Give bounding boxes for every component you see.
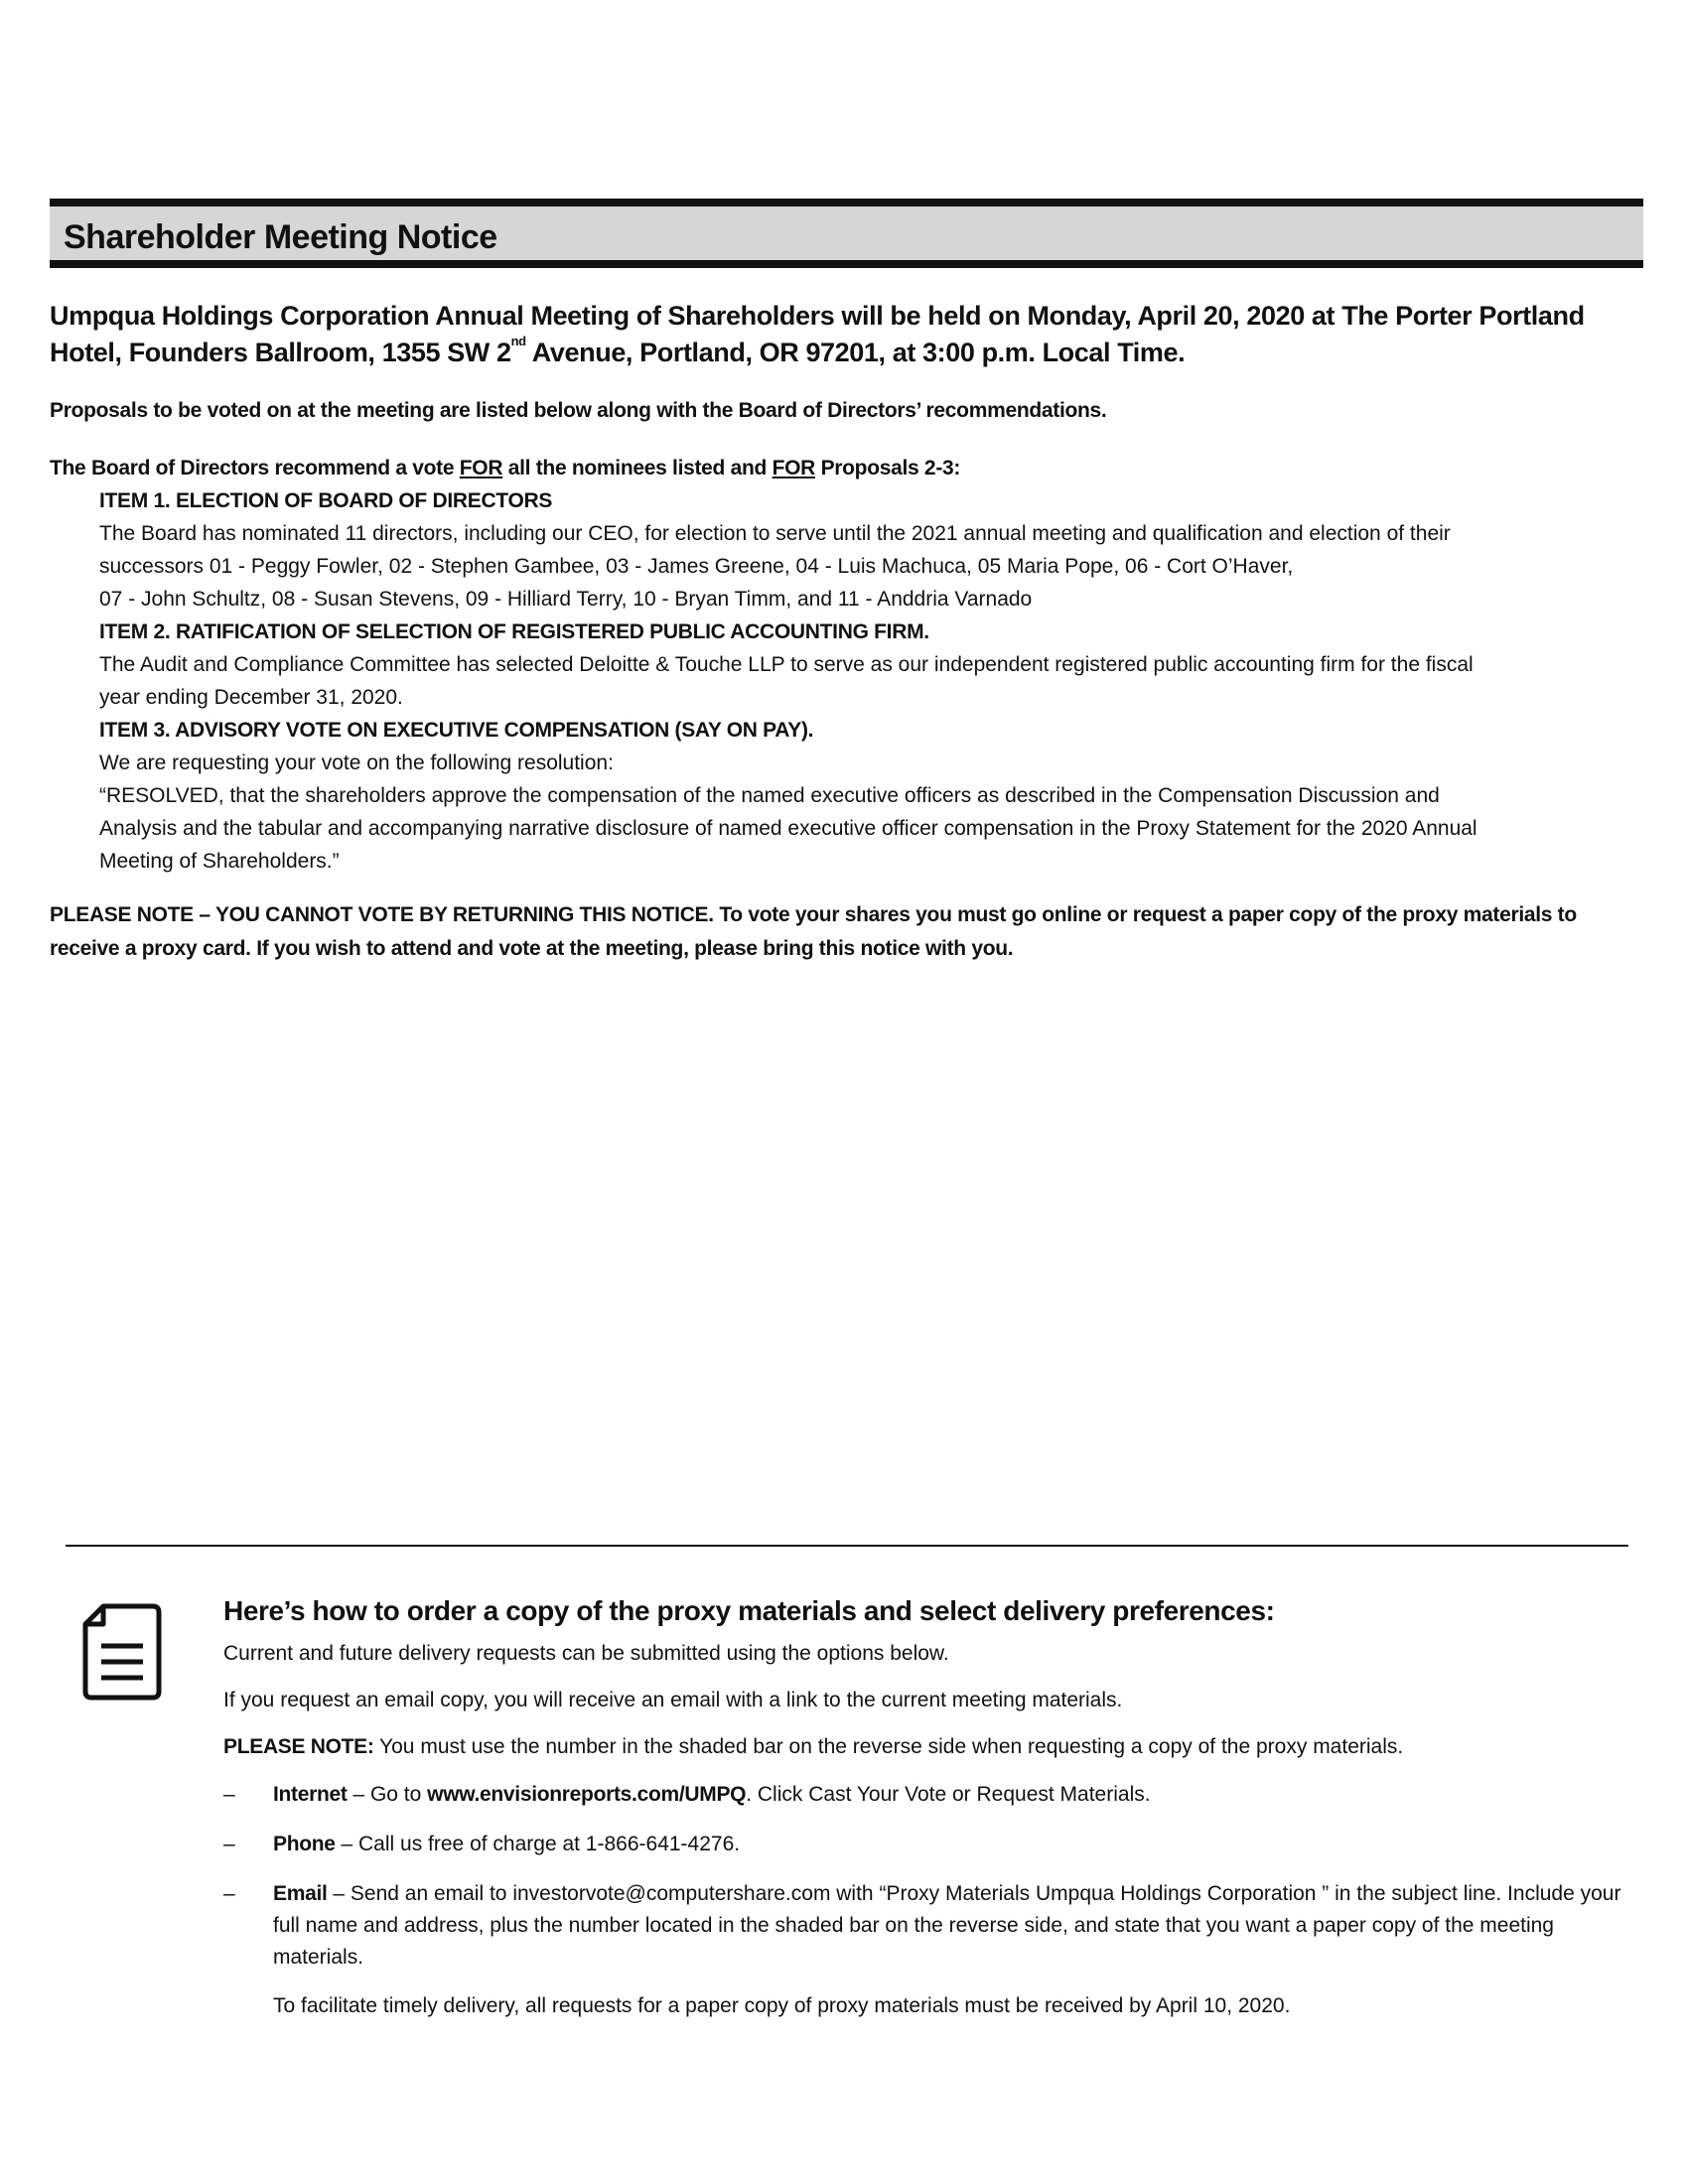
item-1-line: The Board has nominated 11 directors, including our CEO, for election to serve until the 2021 annual meeting and qualification and election of their [99, 522, 1451, 545]
internet-url-link[interactable]: www.envisionreports.com/UMPQ [427, 1783, 747, 1806]
meeting-text-sup: nd [510, 334, 526, 348]
option-email [223, 1878, 1643, 1974]
internet-label: Internet [273, 1783, 348, 1806]
order-heading: Here’s how to order a copy of the proxy materials and select delivery preferences: [223, 1595, 1275, 1626]
order-instructions [223, 1593, 1643, 2020]
order-paragraph: If you request an email copy, you will receive an email with a link to the current meeting materials. [223, 1689, 1123, 1711]
meeting-text-tail: Avenue, Portland, OR 97201, at 3:00 p.m. Local Time. [525, 338, 1186, 367]
section-divider [66, 1545, 1628, 1547]
item-1-title: ITEM 1. ELECTION OF BOARD OF DIRECTORS [99, 489, 553, 512]
meeting-text-main: Umpqua Holdings Corporation Annual Meeting of Shareholders will be held on Monday, April 20, 2020 at The Porter Portland Hotel, Founders Ballroom, 1355 SW 2 [50, 301, 1585, 367]
delivery-deadline: To facilitate timely delivery, all requests for a paper copy of proxy materials must be received by April 10, 2020. [273, 1994, 1291, 2017]
dash-bullet: – [223, 1882, 235, 1905]
item-2-line: year ending December 31, 2020. [99, 686, 403, 709]
dash-bullet: – [223, 1783, 235, 1806]
recommendation-for-1: FOR [459, 457, 503, 479]
item-3-line: We are requesting your vote on the following resolution: [99, 751, 614, 774]
option-phone [223, 1829, 1643, 1860]
section-header [50, 199, 1643, 268]
recommendation-text-3: Proposals 2-3: [815, 457, 961, 479]
option-internet [223, 1779, 1643, 1811]
item-3-title: ITEM 3. ADVISORY VOTE ON EXECUTIVE COMPENSATION (SAY ON PAY). [99, 719, 814, 742]
phone-label: Phone [273, 1833, 336, 1855]
recommendation-block [50, 452, 1653, 878]
meeting-announcement [50, 298, 1648, 371]
please-note [223, 1732, 1643, 1761]
proposals-intro: Proposals to be voted on at the meeting are listed below along with the Board of Directors’ recommendations. [50, 399, 1107, 422]
dash-bullet: – [223, 1833, 235, 1855]
item-3-line: “RESOLVED, that the shareholders approve the compensation of the named executive officers as described in the Compensation Discussion and [99, 784, 1440, 807]
item-1-line: successors 01 - Peggy Fowler, 02 - Stephen Gambee, 03 - James Greene, 04 - Luis Machuca, 05 Maria Pope, 06 - Cort O’Haver, [99, 555, 1294, 578]
item-2-line: The Audit and Compliance Committee has selected Deloitte & Touche LLP to serve as our independent registered public accounting firm for the fiscal [99, 653, 1474, 676]
internet-text-tail: . Click Cast Your Vote or Request Materials. [746, 1783, 1151, 1806]
recommendation-text-1: The Board of Directors recommend a vote [50, 457, 460, 479]
item-1-line: 07 - John Schultz, 08 - Susan Stevens, 09 - Hilliard Terry, 10 - Bryan Timm, and 11 - Anddria Varnado [99, 588, 1033, 611]
recommendation-text-2: all the nominees listed and [502, 457, 773, 479]
document-icon [81, 1602, 163, 1702]
recommendation-for-2: FOR [772, 457, 816, 479]
email-text: – Send an email to investorvote@computershare.com with “Proxy Materials Umpqua Holdings Corporation ” in the subject line. Include your full name and address, plus the number located in the shaded bar on the reverse side, and state that you want a paper copy of the meeting materials. [273, 1882, 1621, 1969]
email-label: Email [273, 1882, 328, 1905]
phone-text: – Call us free of charge at 1-866-641-4276. [335, 1833, 741, 1855]
item-3-line: Analysis and the tabular and accompanying narrative disclosure of named executive officer compensation in the Proxy Statement for the 2020 Annual [99, 817, 1477, 840]
please-note-label: PLEASE NOTE: [223, 1735, 374, 1758]
proposal-items [99, 484, 1653, 878]
please-note-text: You must use the number in the shaded bar on the reverse side when requesting a copy of the proxy materials. [373, 1735, 1404, 1758]
order-paragraph: Current and future delivery requests can be submitted using the options below. [223, 1642, 949, 1665]
voting-notice: PLEASE NOTE – YOU CANNOT VOTE BY RETURNING THIS NOTICE. To vote your shares you must go online or request a paper copy of the proxy materials to receive a proxy card. If you wish to attend and vote at the meeting, please bring this notice with you. [50, 903, 1577, 960]
internet-text: – Go to [347, 1783, 428, 1806]
page-title: Shareholder Meeting Notice [64, 218, 497, 256]
item-3-line: Meeting of Shareholders.” [99, 850, 340, 873]
board-recommendation [50, 452, 1653, 484]
item-2-title: ITEM 2. RATIFICATION OF SELECTION OF REGISTERED PUBLIC ACCOUNTING FIRM. [99, 620, 929, 643]
